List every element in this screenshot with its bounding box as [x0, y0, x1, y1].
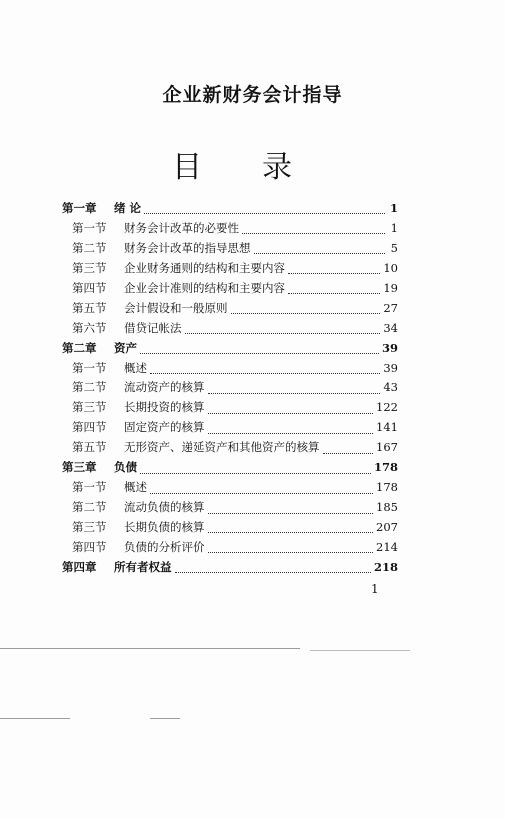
- entry-title: 无形资产、递延资产和其他资产的核算: [124, 440, 320, 455]
- entry-label: 第四章: [62, 559, 97, 574]
- dot-leader: [150, 365, 380, 374]
- toc-section-entry: [62, 379, 398, 399]
- entry-page: 5: [390, 240, 398, 255]
- entry-page: 167: [376, 440, 398, 455]
- toc-section-entry: [62, 280, 398, 300]
- toc-chapter-entry: [62, 340, 398, 360]
- entry-label: 第一节: [72, 480, 107, 495]
- entry-page: 141: [376, 420, 398, 435]
- toc-heading-char-2: 录: [262, 150, 292, 185]
- toc-chapter-entry: [62, 200, 398, 220]
- dot-leader: [208, 544, 374, 553]
- toc-section-entry: [62, 360, 398, 380]
- toc-chapter-entry: [62, 559, 398, 579]
- dot-leader: [208, 385, 381, 394]
- dot-leader: [175, 564, 371, 573]
- entry-title: 企业财务通则的结构和主要内容: [124, 260, 285, 275]
- entry-label: 第二节: [72, 380, 107, 395]
- book-title: 企业新财务会计指导: [162, 84, 343, 106]
- entry-label: 第三节: [72, 260, 107, 275]
- entry-page: 178: [376, 480, 398, 495]
- entry-title: 绪 论: [114, 201, 142, 215]
- entry-page: 218: [373, 559, 398, 574]
- entry-label: 第五节: [72, 300, 107, 315]
- entry-title: 固定资产的核算: [124, 420, 205, 435]
- entry-page: 43: [383, 380, 398, 395]
- entry-label: 第一节: [72, 220, 107, 235]
- entry-title: 流动负债的核算: [124, 500, 205, 515]
- entry-page: 185: [376, 500, 398, 515]
- dot-leader: [140, 345, 379, 354]
- entry-page: 122: [376, 400, 398, 415]
- entry-title: 负债的分析评价: [124, 539, 205, 554]
- toc-section-entry: [62, 220, 398, 240]
- scan-artifact-line: [0, 648, 300, 649]
- entry-title: 流动资产的核算: [124, 380, 205, 395]
- entry-label: 第五节: [72, 440, 107, 455]
- entry-page: 178: [373, 460, 398, 475]
- entry-label: 第二章: [62, 340, 97, 355]
- entry-label: 第一节: [72, 360, 107, 375]
- entry-page: 1: [389, 201, 398, 215]
- entry-label: 第六节: [72, 320, 107, 335]
- entry-label: 第四节: [72, 539, 107, 554]
- entry-label: 第二节: [72, 240, 107, 255]
- entry-page: 214: [376, 539, 398, 554]
- scan-artifact-line: [310, 650, 410, 651]
- entry-label: 第二节: [72, 500, 107, 515]
- entry-title: 所有者权益: [114, 559, 172, 574]
- dot-leader: [242, 225, 385, 234]
- dot-leader: [254, 245, 386, 254]
- entry-page: 1: [390, 220, 398, 235]
- toc-section-entry: [62, 519, 398, 539]
- entry-title: 借贷记帐法: [124, 320, 182, 335]
- entry-page: 27: [383, 300, 398, 315]
- toc-section-entry: [62, 439, 398, 459]
- entry-title: 负债: [114, 460, 137, 475]
- entry-page: 39: [383, 360, 398, 375]
- scan-artifact-line: [0, 718, 70, 719]
- entry-title: 长期投资的核算: [124, 400, 205, 415]
- entry-page: 39: [381, 340, 398, 355]
- dot-leader: [140, 465, 371, 474]
- dot-leader: [208, 405, 374, 414]
- dot-leader: [231, 305, 381, 314]
- scan-artifact-line: [150, 718, 180, 719]
- toc-section-entry: [62, 320, 398, 340]
- toc-section-entry: [62, 479, 398, 499]
- entry-title: 财务会计改革的必要性: [124, 220, 239, 235]
- entry-title: 企业会计准则的结构和主要内容: [124, 280, 285, 295]
- dot-leader: [288, 265, 380, 274]
- entry-label: 第四节: [72, 420, 107, 435]
- dot-leader: [208, 425, 374, 434]
- entry-label: 第四节: [72, 280, 107, 295]
- entry-label: 第三节: [72, 520, 107, 534]
- toc-section-entry: [62, 260, 398, 280]
- toc-heading-char-1: 目: [172, 150, 202, 185]
- toc-section-entry: [62, 499, 398, 519]
- dot-leader: [288, 285, 380, 294]
- entry-title: 概述: [124, 480, 147, 495]
- entry-title: 长期负债的核算: [124, 520, 205, 534]
- toc-section-entry: [62, 399, 398, 419]
- entry-title: 概述: [124, 360, 147, 375]
- toc-section-entry: [62, 419, 398, 439]
- dot-leader: [323, 445, 374, 454]
- entry-label: 第三节: [72, 400, 107, 415]
- entry-page: 34: [383, 320, 398, 335]
- toc-section-entry: [62, 240, 398, 260]
- entry-page: 207: [376, 520, 398, 534]
- entry-title: 资产: [114, 340, 137, 355]
- dot-leader: [150, 485, 373, 494]
- entry-title: 财务会计改革的指导思想: [124, 240, 251, 255]
- entry-page: 19: [383, 280, 398, 295]
- table-of-contents: [62, 200, 398, 579]
- entry-label: 第一章: [62, 201, 97, 215]
- entry-label: 第三章: [62, 460, 97, 475]
- toc-section-entry: [62, 300, 398, 320]
- entry-page: 10: [383, 260, 398, 275]
- page-number: 1: [371, 582, 379, 596]
- dot-leader: [208, 505, 374, 514]
- dot-leader: [185, 325, 381, 334]
- toc-section-entry: [62, 539, 398, 559]
- toc-heading: [172, 142, 292, 186]
- dot-leader: [144, 205, 385, 214]
- toc-chapter-entry: [62, 459, 398, 479]
- entry-title: 会计假设和一般原则: [124, 300, 228, 315]
- dot-leader: [208, 524, 374, 533]
